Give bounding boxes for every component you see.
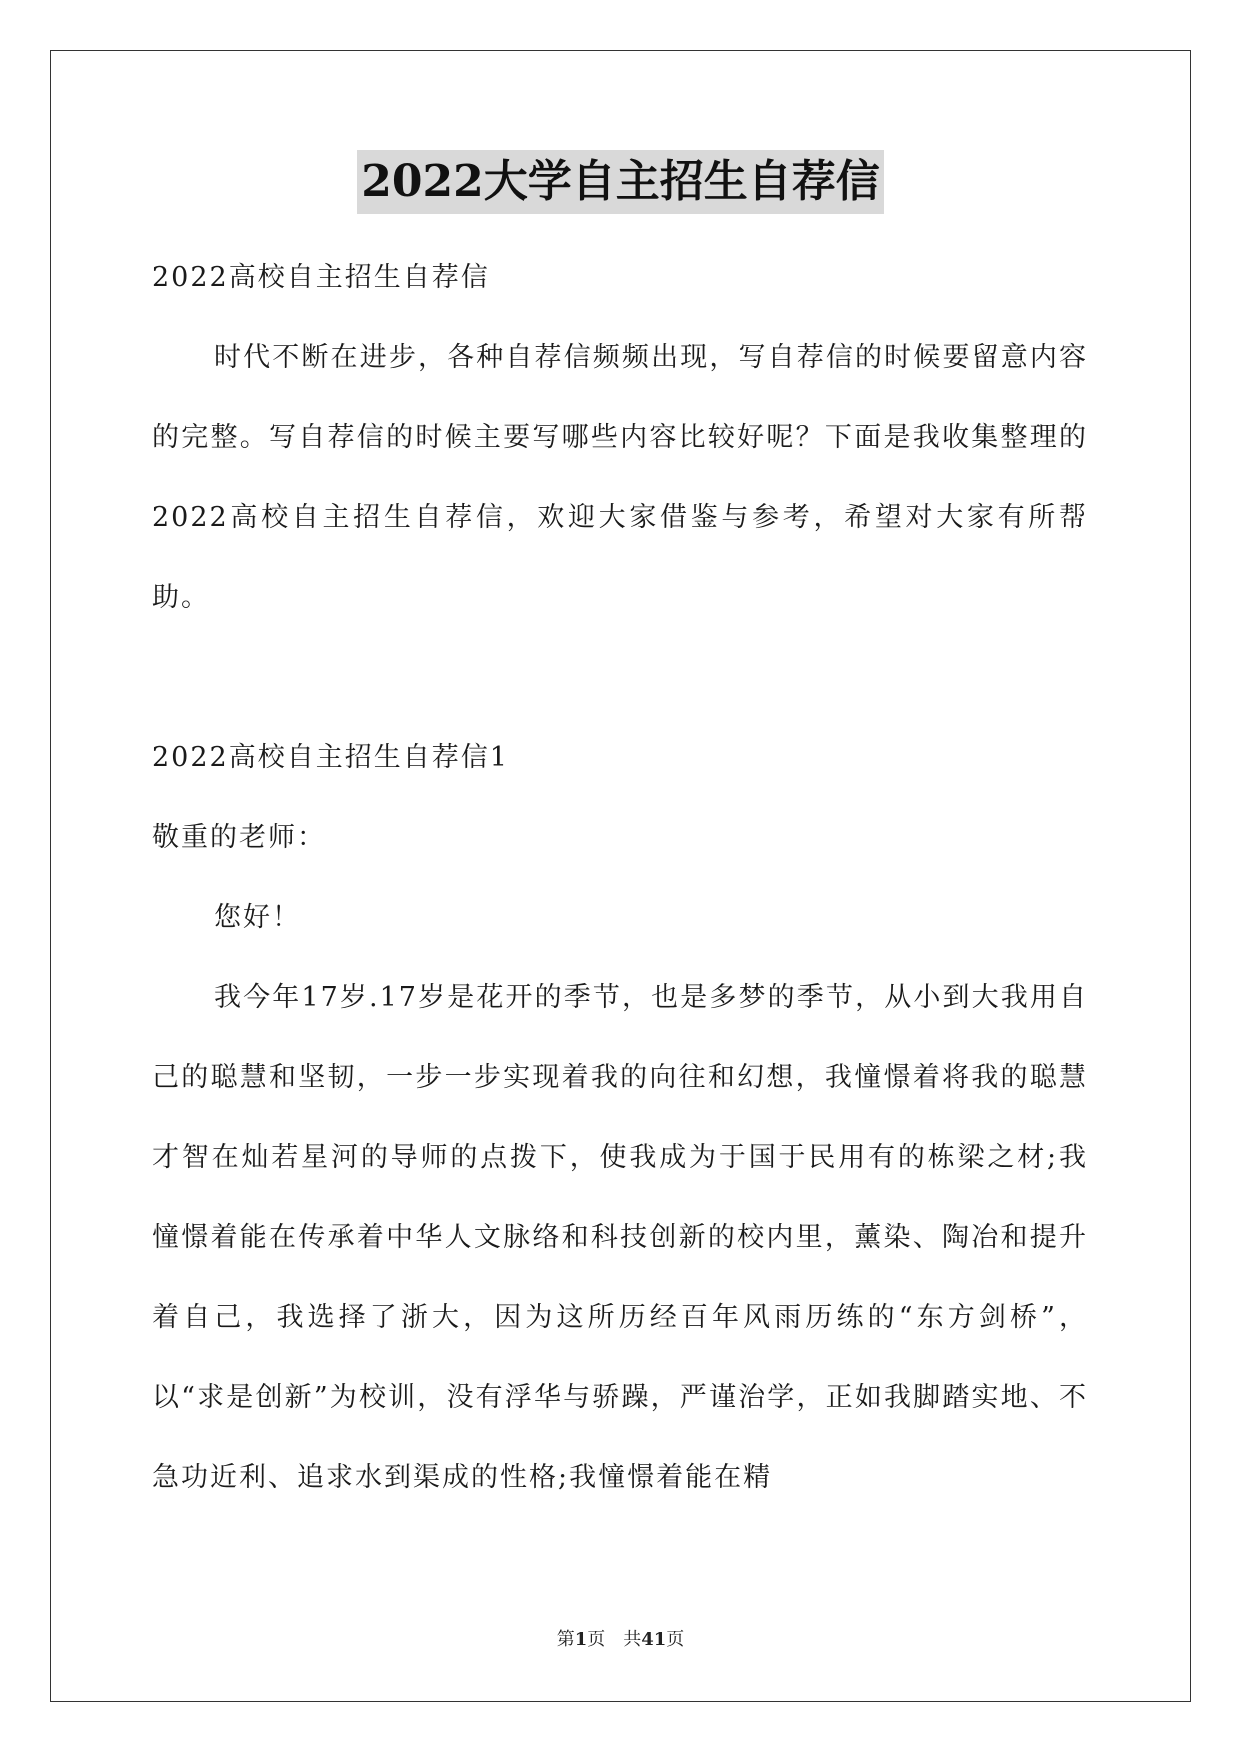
document-title: 2022大学自主招生自荐信 xyxy=(357,150,883,214)
footer-total-pages: 41 xyxy=(641,1629,667,1650)
footer-suffix: 页 xyxy=(666,1629,685,1650)
title-container xyxy=(0,150,1241,214)
page-footer xyxy=(0,1625,1241,1651)
footer-middle: 页 共 xyxy=(587,1629,642,1650)
letter-paragraph: 我今年17岁.17岁是花开的季节，也是多梦的季节，从小到大我用自己的聪慧和坚韧，一步一步实现着我的向往和幻想，我憧憬着将我的聪慧才智在灿若星河的导师的点拨下，使我成为于国于民用有的栋梁之材;我憧憬着能在传承着中华人文脉络和科技创新的校内里，薰染、陶冶和提升着自己，我选择了浙大，因为这所历经百年风雨历练的“东方剑桥”，以“求是创新”为校训，没有浮华与骄躁，严谨治学，正如我脚踏实地、不急功近利、追求水到渠成的性格;我憧憬着能在精 xyxy=(152,982,1088,1493)
footer-page-number: 1 xyxy=(574,1629,588,1650)
footer-prefix: 第 xyxy=(556,1629,575,1650)
document-body xyxy=(152,238,1088,1518)
spacer xyxy=(152,638,1088,718)
greeting: 您好！ xyxy=(214,902,301,933)
intro-paragraph: 时代不断在进步，各种自荐信频频出现，写自荐信的时候要留意内容的完整。写自荐信的时候主要写哪些内容比较好呢？下面是我收集整理的2022高校自主招生自荐信，欢迎大家借鉴与参考，希望对大家有所帮助。 xyxy=(152,342,1088,613)
section-heading: 2022高校自主招生自荐信1 xyxy=(152,742,509,773)
salutation: 敬重的老师： xyxy=(152,822,326,853)
subtitle: 2022高校自主招生自荐信 xyxy=(152,262,490,293)
